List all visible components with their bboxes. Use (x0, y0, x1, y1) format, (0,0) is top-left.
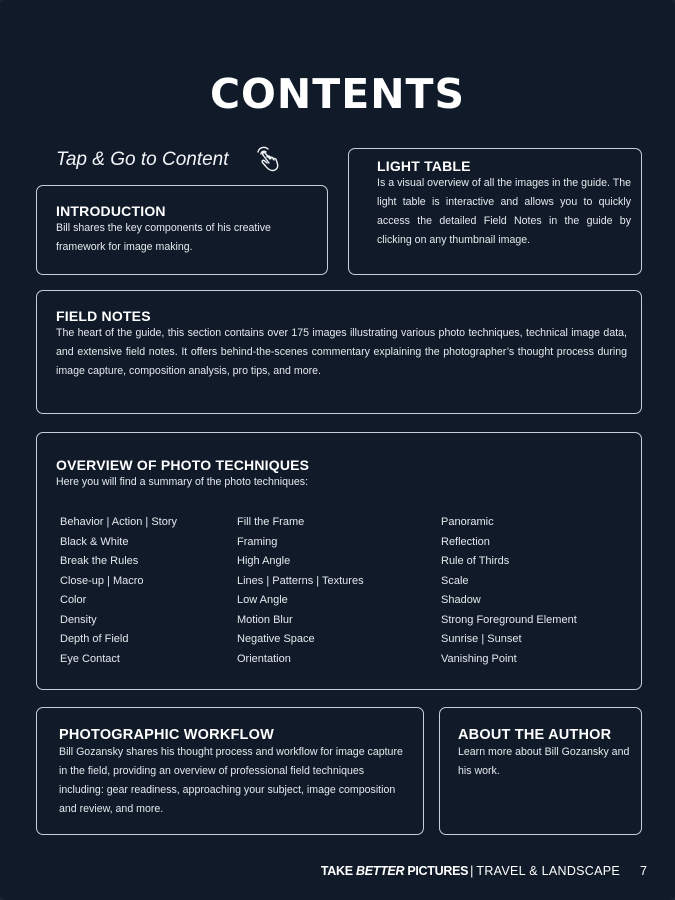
technique-item[interactable]: Scale (441, 574, 469, 587)
technique-item[interactable]: Orientation (237, 652, 291, 665)
author-heading: ABOUT THE AUTHOR (458, 727, 612, 743)
technique-item[interactable]: Strong Foreground Element (441, 613, 577, 626)
tap-hand-icon (254, 146, 284, 172)
introduction-heading: INTRODUCTION (56, 203, 166, 219)
technique-item[interactable]: Depth of Field (60, 633, 129, 645)
techniques-heading: OVERVIEW OF PHOTO TECHNIQUES (56, 457, 310, 473)
technique-item[interactable]: Panoramic (441, 516, 494, 528)
technique-item[interactable]: Fill the Frame (237, 516, 305, 528)
technique-item[interactable]: Shadow (441, 594, 481, 606)
about-author-card[interactable] (439, 707, 642, 835)
workflow-heading: PHOTOGRAPHIC WORKFLOW (59, 727, 274, 743)
footer-section: TRAVEL & LANDSCAPE (476, 864, 621, 878)
light-table-body: Is a visual overview of all the images in the guide. The light table is interactive and allows you to quickly access the detailed Field Notes in the guide by clicking on any thumbnail image. (377, 177, 631, 246)
page-title: CONTENTS (209, 70, 466, 118)
page-number: 7 (640, 864, 647, 878)
techniques-column (60, 513, 237, 669)
technique-item[interactable]: Reflection (441, 535, 490, 548)
technique-item[interactable]: Framing (237, 535, 278, 548)
light-table-heading: LIGHT TABLE (377, 158, 471, 174)
technique-item[interactable]: Density (60, 613, 97, 626)
technique-item[interactable]: Sunrise | Sunset (441, 633, 522, 645)
photo-techniques-card[interactable] (36, 432, 642, 690)
techniques-column (441, 513, 621, 669)
technique-item[interactable]: Lines | Patterns | Textures (237, 574, 364, 587)
field-notes-card[interactable] (36, 290, 642, 414)
footer-brand-pictures: PICTURES (404, 864, 469, 878)
footer-brand-better: BETTER (355, 864, 405, 878)
techniques-list (60, 513, 621, 669)
technique-item[interactable]: Negative Space (237, 633, 315, 645)
tap-instruction: Tap & Go to Content (56, 149, 229, 170)
field-notes-body: The heart of the guide, this section contains over 175 images illustrating various photo techniques, technical image data, and extensive field notes. It offers behind-the-scenes commentary explaining the photographer’s thought process during image capture, composition analysis, pro tips, and more. (56, 327, 627, 377)
technique-item[interactable]: Eye Contact (60, 652, 120, 665)
introduction-card[interactable] (36, 185, 328, 275)
introduction-body: Bill shares the key components of his creative framework for image making. (56, 222, 271, 253)
techniques-intro: Here you will find a summary of the photo techniques: (56, 476, 309, 488)
field-notes-heading: FIELD NOTES (56, 308, 151, 324)
technique-item[interactable]: Motion Blur (237, 613, 293, 626)
technique-item[interactable]: Color (60, 594, 87, 606)
technique-item[interactable]: Low Angle (237, 594, 288, 606)
technique-item[interactable]: Close-up | Macro (60, 574, 144, 587)
technique-item[interactable]: Rule of Thirds (441, 555, 510, 567)
technique-item[interactable]: Behavior | Action | Story (60, 516, 177, 528)
technique-item[interactable]: Break the Rules (60, 555, 139, 567)
footer-brand-take: TAKE (320, 864, 356, 878)
technique-item[interactable]: Vanishing Point (441, 652, 517, 665)
light-table-card[interactable] (348, 148, 642, 275)
technique-item[interactable]: High Angle (237, 555, 291, 567)
author-body: Learn more about Bill Gozansky and his work. (458, 746, 630, 777)
technique-item[interactable]: Black & White (60, 535, 129, 548)
footer-separator: | (470, 864, 474, 878)
page-footer (321, 864, 647, 878)
workflow-body: Bill Gozansky shares his thought process and workflow for image capture in the field, providing an overview of professional field techniques including: gear readiness, approaching your subject, image composition and review, and more. (59, 746, 403, 815)
photographic-workflow-card[interactable] (36, 707, 424, 835)
techniques-column (237, 513, 441, 669)
